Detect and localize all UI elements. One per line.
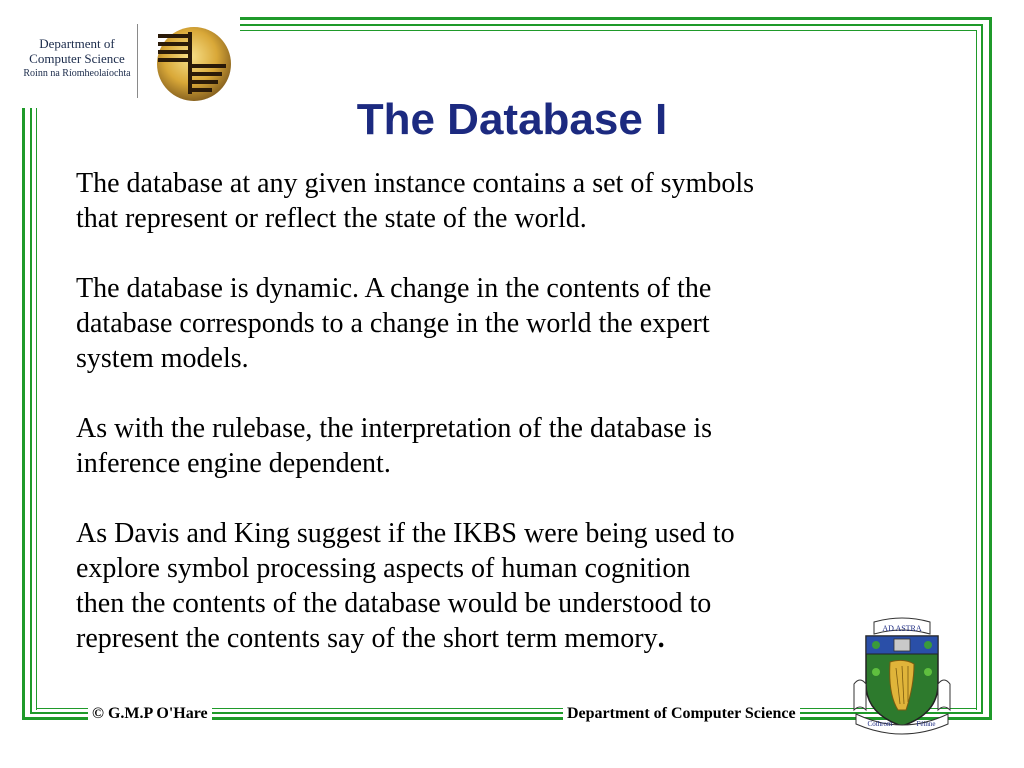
department-irish-name: Roinn na Ríomheolaíochta [23,68,131,79]
paragraph-1 [76,166,896,236]
paragraph-line: inference engine dependent. [76,448,391,479]
paragraph-line: that represent or reflect the state of the world. [76,203,587,234]
slide-body [76,166,896,691]
paragraph-line: system models. [76,343,249,374]
footer-department: Department of Computer Science [563,704,800,724]
paragraph-line: The database at any given instance contains a set of symbols [76,168,755,199]
crest-motto-top: AD ASTRA [882,624,922,633]
paragraph-3 [76,411,896,481]
paragraph-line: As Davis and King suggest if the IKBS were being used to [76,518,735,549]
paragraph-4 [76,516,896,656]
department-name-line2: Computer Science [29,51,125,66]
paragraph-line: explore symbol processing aspects of human cognition [76,553,691,584]
university-crest-icon [852,614,952,736]
paragraph-line: database corresponds to a change in the world the expert [76,308,710,339]
slide-title: The Database I [356,95,668,144]
department-name [22,36,132,81]
paragraph-2 [76,271,896,376]
logo-divider [137,24,138,98]
footer-copyright: © G.M.P O'Hare [88,704,212,724]
department-name-line1: Department of [39,36,115,51]
crest-motto-left: Cothrom [867,720,893,728]
final-period: . [657,623,665,654]
paragraph-line: then the contents of the database would be understood to [76,588,712,619]
paragraph-line: The database is dynamic. A change in the contents of the [76,273,712,304]
crest-motto-right: Féinne [916,720,936,728]
paragraph-line: represent the contents say of the short term memory [76,623,658,654]
paragraph-line-last [76,621,896,656]
paragraph-line: As with the rulebase, the interpretation of the database is [76,413,713,444]
